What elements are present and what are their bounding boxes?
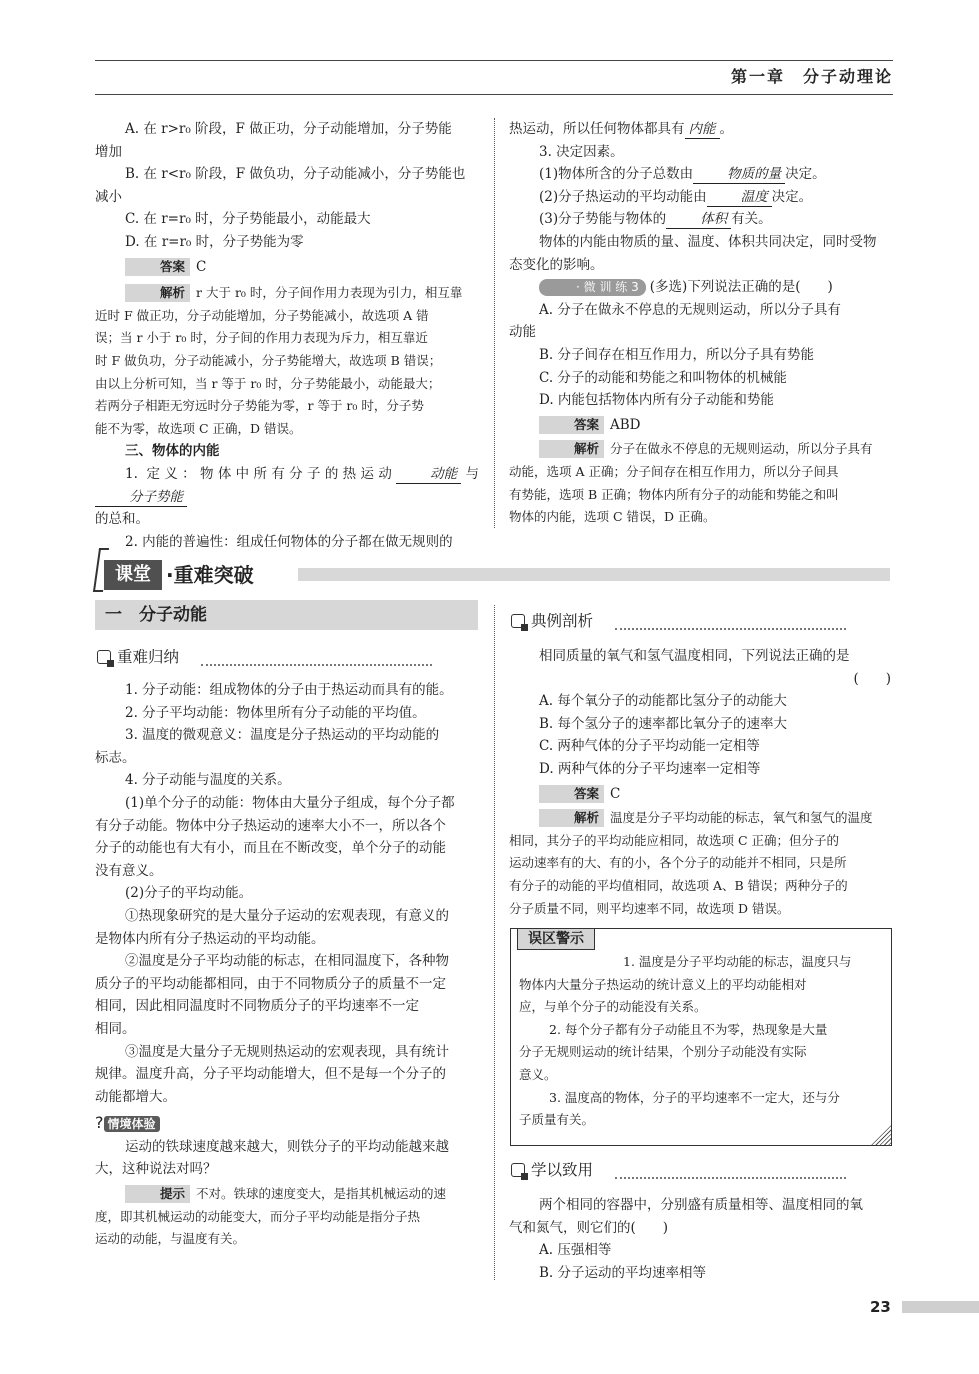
analysis-line: 由以上分析可知，当 r 等于 r₀ 时，分子势能最小，动能最大； <box>95 375 441 391</box>
universality-line2: 热运动，所以任何物体都具有 内能 。 <box>509 121 733 137</box>
section-box: 课堂 <box>104 560 162 590</box>
example-answer-row <box>509 783 893 806</box>
chapter-title: 第一章 分子动理论 <box>730 67 893 86</box>
point-3a: 3. 温度的微观意义：温度是分子热运动的平均动能的 <box>125 727 440 744</box>
option-c: C. 在 r=r₀ 时，分子势能最小，动能最大 <box>125 211 371 228</box>
answer-tag: 答案 <box>539 785 604 803</box>
note-icon <box>97 650 111 664</box>
answer-value: C <box>196 258 207 275</box>
universality-line1: 2. 内能的普遍性：组成任何物体的分子都在做无规则的 <box>125 533 453 550</box>
section-bar <box>298 568 890 581</box>
analysis-line: 运动速率有的大、有的小，各个分子的动能并不相同，只是所 <box>509 855 847 871</box>
para-line: 相同，因此相同温度时不同物质分子的平均速率不一定 <box>95 998 419 1015</box>
section-title: ·重难突破 <box>166 563 254 587</box>
example-body <box>509 645 893 920</box>
column-divider-bottom <box>494 605 495 1280</box>
top-right-column <box>509 118 893 529</box>
page-number: 23 <box>870 1298 891 1316</box>
example-option-d: D. 两种气体的分子平均速率一定相等 <box>539 760 761 777</box>
note-icon <box>511 1163 525 1177</box>
drill-answer-row <box>509 414 893 437</box>
point-6: (2)分子的平均动能。 <box>125 885 253 902</box>
page-number-bar <box>902 1301 979 1313</box>
hint-tag: 提示 <box>125 1185 190 1203</box>
option-b-line2: 减小 <box>95 188 122 205</box>
practice-q2: 气和氮气，则它们的( ) <box>509 1219 669 1236</box>
analysis-line: 若两分子相距无穷远时分子势能为零，r 等于 r₀ 时，分子势 <box>95 398 424 414</box>
note-icon <box>511 614 525 628</box>
point-3b: 标志。 <box>95 749 136 766</box>
para-line: 质分子的平均动能都相同，由于不同物质分子的质量不一定 <box>95 975 446 992</box>
warning-line: 2. 每个分子都有分子动能且不为零，热现象是大量 <box>549 1021 828 1037</box>
point-1: 1. 分子动能：组成物体的分子由于热运动而具有的能。 <box>125 682 453 698</box>
factor-1: (1)物体所含的分子总数由 物质的量 决定。 <box>539 166 826 183</box>
analysis-block <box>95 282 479 440</box>
analysis-line: 分子质量不同，则平均速率不同，故选项 D 错误。 <box>509 900 790 916</box>
warning-body <box>519 951 885 1132</box>
subsection-heading: 一 分子动能 <box>95 600 478 630</box>
para-line: 规律。温度升高，分子平均动能增大，但不是每一个分子的 <box>95 1066 446 1083</box>
analysis-tag: 解析 <box>539 809 604 827</box>
warning-label: 误区警示 <box>517 928 595 950</box>
drill-question: · 微 训 练 3 (多选)下列说法正确的是( ) <box>509 276 893 299</box>
column-divider-top <box>494 118 495 528</box>
analysis-line: 分子在做永不停息的无规则运动，所以分子具有 <box>610 441 873 457</box>
drill-option-b: B. 分子间存在相互作用力，所以分子具有势能 <box>539 346 815 363</box>
warning-line: 分子无规则运动的统计结果，个别分子动能没有实际 <box>519 1044 807 1060</box>
definition-line: 1. 定义：物体中所有分子的热运动 动能 与分子势能 <box>95 463 479 508</box>
para-line: ③温度是大量分子无规则热运动的宏观表现，具有统计 <box>125 1043 449 1060</box>
analysis-line: 温度是分子平均动能的标志，氧气和氢气的温度 <box>610 810 873 826</box>
analysis-line: 动能，选项 A 正确；分子间存在相互作用力，所以分子间具 <box>509 463 839 479</box>
option-a-line2: 增加 <box>95 143 122 160</box>
experience-q1: 运动的铁球速度越来越大，则铁分子的平均动能越来越 <box>125 1138 449 1155</box>
warning-box <box>510 928 892 1146</box>
answer-tag: 答案 <box>125 258 190 276</box>
analysis-tag: 解析 <box>539 440 604 458</box>
analysis-line: 能不为零，故选项 C 正确，D 错误。 <box>95 420 302 436</box>
para-line: 是物体内所有分子热运动的平均动能。 <box>95 930 325 947</box>
heading-dotted-line <box>615 1177 846 1179</box>
point-4: 4. 分子动能与温度的关系。 <box>125 772 291 789</box>
practice-q1: 两个相同的容器中，分别盛有质量相等、温度相同的氧 <box>539 1197 863 1213</box>
blank-potential: 分子势能 <box>95 489 187 507</box>
example-option-c: C. 两种气体的分子平均动能一定相等 <box>539 738 760 755</box>
blank-temperature: 温度 <box>707 189 772 207</box>
factors-title: 3. 决定因素。 <box>539 143 624 160</box>
practice-option-b: B. 分子运动的平均速率相等 <box>539 1264 707 1281</box>
example-option-b: B. 每个氢分子的速率都比氧分子的速率大 <box>539 715 788 732</box>
hint-line: 度，即其机械运动的动能变大，而分子平均动能是指分子热 <box>95 1208 421 1224</box>
section-banner <box>96 548 890 592</box>
analysis-line: r 大于 r₀ 时，分子间作用力表现为引力，相互靠 <box>196 285 463 301</box>
example-option-a: A. 每个氧分子的动能都比氢分子的动能大 <box>539 693 787 710</box>
section3-title: 三、物体的内能 <box>125 443 220 460</box>
drill-analysis <box>509 438 893 528</box>
point-2: 2. 分子平均动能：物体里所有分子动能的平均值。 <box>125 704 426 721</box>
header-top-rule <box>95 60 893 61</box>
para-line: 动能都增大。 <box>95 1088 176 1105</box>
summary-line2: 态变化的影响。 <box>509 256 604 273</box>
practice-body <box>509 1194 893 1284</box>
drill-option-a2: 动能 <box>509 324 536 341</box>
blank-kinetic: 动能 <box>396 466 461 484</box>
para-line: 没有意义。 <box>95 862 163 879</box>
para-line: (1)单个分子的动能：物体由大量分子组成，每个分子都 <box>125 794 455 811</box>
factor-3: (3)分子势能与物体的 体积 有关。 <box>539 211 772 228</box>
warning-line: 1. 温度是分子平均动能的标志，温度只与 <box>623 954 852 969</box>
hint-line: 不对。铁球的速度变大，是指其机械运动的速 <box>196 1186 447 1202</box>
top-left-column <box>95 118 479 553</box>
warning-line: 3. 温度高的物体，分子的平均速率不一定大，还与分 <box>549 1089 840 1105</box>
para-line: ②温度是分子平均动能的标志，在相同温度下，各种物 <box>125 953 449 970</box>
key-points-body <box>95 679 479 1251</box>
analysis-line: 时 F 做负功，分子动能减小，分子势能增大，故选项 B 错误； <box>95 352 442 368</box>
analysis-line: 近时 F 做正功，分子动能增加，分子势能减小，故选项 A 错 <box>95 307 429 323</box>
hint-block <box>95 1183 479 1251</box>
experience-q2: 大，这种说法对吗？ <box>95 1161 217 1178</box>
drill-badge: · 微 训 练 3 <box>539 279 646 296</box>
drill-option-a1: A. 分子在做永不停息的无规则运动，所以分子具有 <box>539 301 841 318</box>
question-bulb-icon: ? <box>95 1113 104 1133</box>
experience-tag: 情境体验 <box>104 1116 160 1132</box>
example-paren: ( ) <box>853 670 891 687</box>
para-line: ①热现象研究的是大量分子运动的宏观表现，有意义的 <box>125 907 449 924</box>
drill-option-c: C. 分子的动能和势能之和叫物体的机械能 <box>539 369 787 386</box>
blank-amount: 物质的量 <box>693 166 785 184</box>
example-analysis <box>509 807 893 920</box>
analysis-line: 有分子的动能的平均值相同，故选项 A、B 错误；两种分子的 <box>509 877 848 893</box>
header-bottom-rule <box>95 94 893 95</box>
hint-line: 运动的动能，与温度有关。 <box>95 1231 246 1247</box>
drill-option-d: D. 内能包括物体内所有分子动能和势能 <box>539 392 774 409</box>
example-question: 相同质量的氧气和氢气温度相同，下列说法正确的是 <box>539 648 850 664</box>
experience-heading <box>95 1112 479 1136</box>
warning-line: 物体内大量分子热运动的统计意义上的平均动能相对 <box>519 976 807 992</box>
para-line: 有分子动能。物体中分子热运动的速率大小不一，所以各个 <box>95 817 446 834</box>
warning-line: 应，与单个分子的动能没有关系。 <box>519 999 707 1015</box>
practice-heading: 学以致用 <box>511 1159 846 1181</box>
warning-line: 子质量有关。 <box>519 1112 595 1128</box>
analysis-line: 有势能，选项 B 正确；物体内所有分子的动能和势能之和叫 <box>509 486 839 502</box>
answer-value: C <box>610 785 621 802</box>
answer-tag: 答案 <box>539 416 604 434</box>
answer-value: ABD <box>610 416 641 433</box>
heading-dotted-line <box>615 628 846 630</box>
warning-line: 意义。 <box>519 1066 557 1082</box>
practice-option-a: A. 压强相等 <box>539 1242 612 1259</box>
answer-row <box>95 256 479 279</box>
summary-line1: 物体的内能由物质的量、温度、体积共同决定，同时受物 <box>539 233 877 250</box>
para-line: 相同。 <box>95 1020 136 1037</box>
option-d: D. 在 r=r₀ 时，分子势能为零 <box>125 233 304 250</box>
definition-end: 的总和。 <box>95 511 149 528</box>
heading-dotted-line <box>201 664 432 666</box>
blank-internal-energy: 内能 <box>685 121 720 139</box>
analysis-line: 物体的内能，选项 C 错误，D 正确。 <box>509 509 716 525</box>
analysis-line: 误；当 r 小于 r₀ 时，分子间的作用力表现为斥力，相互靠近 <box>95 330 428 346</box>
option-a-line1: A. 在 r>r₀ 阶段，F 做正功，分子动能增加，分子势能 <box>125 121 452 137</box>
analysis-line: 相同，其分子的平均动能应相同，故选项 C 正确；但分子的 <box>509 832 840 848</box>
example-heading: 典例剖析 <box>511 610 846 632</box>
blank-volume: 体积 <box>666 211 731 229</box>
analysis-tag: 解析 <box>125 284 190 302</box>
factor-2: (2)分子热运动的平均动能由 温度 决定。 <box>539 188 813 205</box>
key-points-heading: 重难归纳 <box>97 646 432 668</box>
para-line: 分子的动能也有大有小，而且在不断改变，单个分子的动能 <box>95 840 446 857</box>
option-b-line1: B. 在 r<r₀ 阶段，F 做负功，分子动能减小，分子势能也 <box>125 166 466 183</box>
